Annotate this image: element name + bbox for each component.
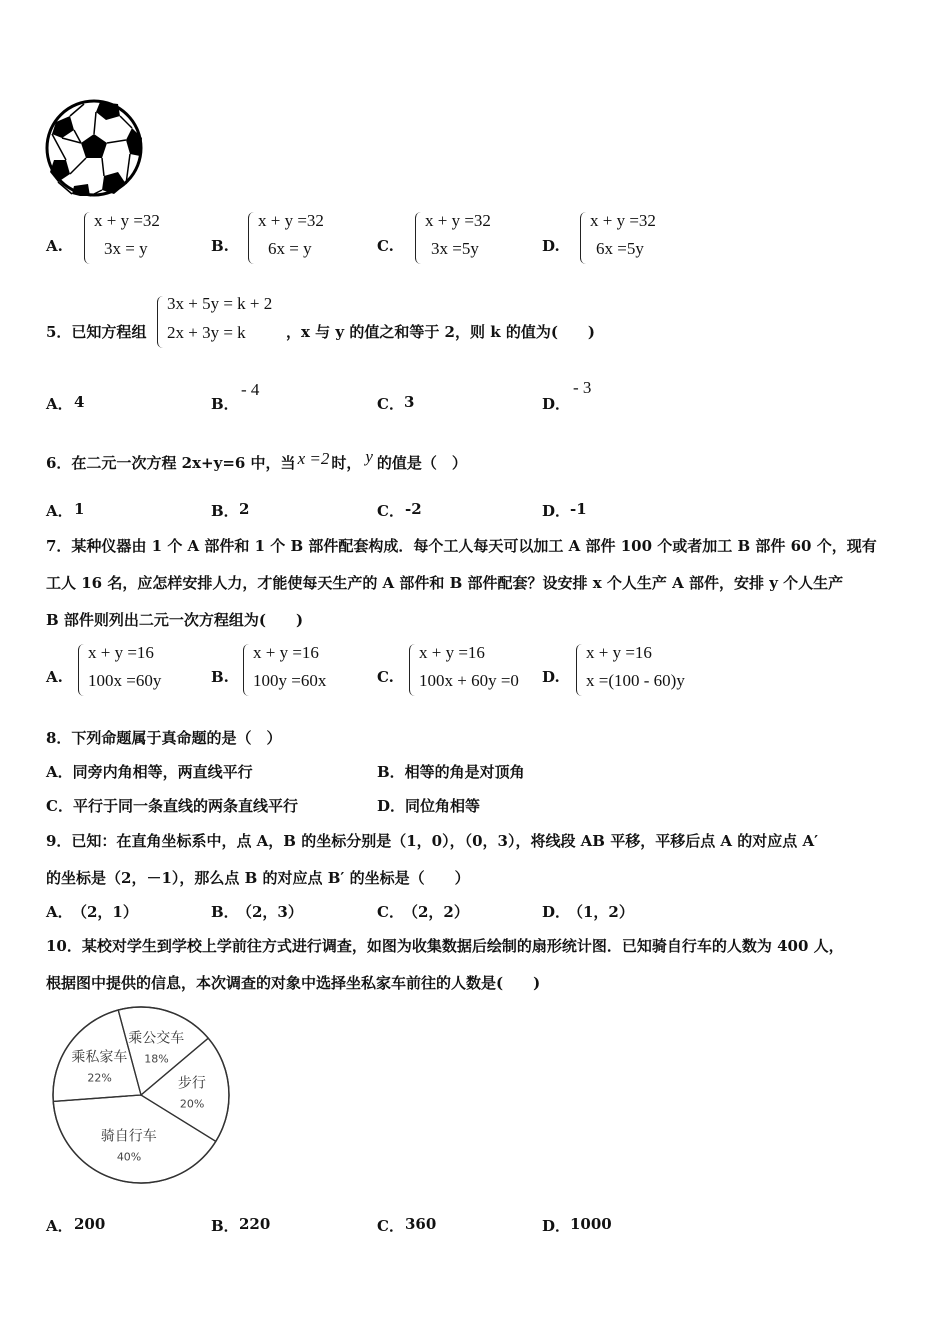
brace-icon	[243, 644, 250, 696]
q7-line3: B 部件则列出二元一次方程组为( )	[46, 611, 304, 629]
pie-slice-label: 乘私家车	[71, 1049, 128, 1066]
q8-option-c: C．平行于同一条直线的两条直线平行	[46, 797, 298, 815]
q4-d-eq1: x + y =32	[590, 211, 656, 230]
q7-option-b-label: B.	[211, 668, 229, 686]
q10-line1: 10．某校对学生到学校上学前往方式进行调查，如图为收集数据后绘制的扇形统计图．已知骑自行车的人数为 400 人，	[46, 937, 844, 955]
soccer-ball-illustration	[44, 98, 146, 198]
q8-option-d: D．同位角相等	[377, 797, 481, 815]
q7-b-eq2: 100y =60x	[253, 671, 327, 690]
q6-option-a-value: 1	[74, 500, 85, 518]
brace-icon	[409, 644, 416, 696]
q9-line2: 的坐标是（2，－1），那么点 B 的对应点 B′ 的坐标是（ ）	[46, 869, 470, 887]
q6-option-b-label: B．	[211, 502, 239, 520]
q6-math1: x =2	[297, 449, 330, 468]
q4-option-d-label: D.	[542, 237, 560, 255]
q6-option-a-label: A．	[46, 502, 73, 520]
q4-option-c-label: C.	[377, 237, 394, 255]
q9-option-c-label: C．	[377, 903, 404, 921]
brace-icon	[580, 212, 587, 264]
q10-option-b-value: 220	[239, 1215, 271, 1233]
q4-b-eq1: x + y =32	[258, 211, 324, 230]
q7-option-c-label: C.	[377, 668, 394, 686]
brace-icon	[415, 212, 422, 264]
q8-option-a: A．同旁内角相等，两直线平行	[46, 763, 253, 781]
q7-d-eq2: x =(100 - 60)y	[586, 671, 685, 690]
q6-option-c-value: -2	[405, 500, 422, 518]
q10-option-b-label: B．	[211, 1217, 239, 1235]
q10-option-c-label: C．	[377, 1217, 404, 1235]
q7-option-a-label: A.	[46, 668, 63, 686]
pie-slice-percent: 40%	[116, 1150, 142, 1164]
q6-math2: y	[365, 447, 373, 466]
q8-stem: 8．下列命题属于真命题的是（ ）	[46, 729, 282, 747]
q7-d-eq1: x + y =16	[586, 643, 652, 662]
q6-part1: 6．在二元一次方程 2x+y=6 中，当	[46, 454, 296, 472]
q6-option-b-value: 2	[239, 500, 250, 518]
q5-eq1: 3x + 5y = k + 2	[167, 294, 273, 313]
q7-option-d-label: D.	[542, 668, 560, 686]
q8-option-b: B．相等的角是对顶角	[377, 763, 525, 781]
q5-option-d-value: - 3	[573, 378, 592, 397]
q9-option-b-value: （2，3）	[237, 903, 303, 921]
q6-part2: 时，	[331, 454, 362, 472]
q7-a-eq1: x + y =16	[88, 643, 154, 662]
q6-stem	[46, 447, 467, 473]
q10-line2: 根据图中提供的信息，本次调查的对象中选择坐私家车前往的人数是( )	[46, 974, 541, 992]
pie-slice-percent: 22%	[87, 1071, 112, 1085]
q6-option-c-label: C．	[377, 502, 404, 520]
pie-slice-percent: 18%	[144, 1052, 169, 1066]
pie-slice-label: 乘公交车	[128, 1030, 185, 1047]
brace-icon	[78, 644, 85, 696]
q9-line1: 9．已知：在直角坐标系中，点 A，B 的坐标分别是（1，0），（0，3），将线段 AB 平移，平移后点 A 的对应点 A′	[46, 832, 819, 850]
q4-c-eq2: 3x =5y	[431, 239, 479, 258]
pie-slice-label: 骑自行车	[100, 1128, 157, 1145]
brace-icon	[248, 212, 255, 264]
q7-c-eq2: 100x + 60y =0	[419, 671, 519, 690]
q4-b-eq2: 6x = y	[268, 239, 312, 258]
q5-suffix: ，x 与 y 的值之和等于 2，则 k 的值为( )	[286, 323, 596, 341]
q4-d-eq2: 6x =5y	[596, 239, 644, 258]
q7-b-eq1: x + y =16	[253, 643, 319, 662]
q10-option-a-label: A．	[46, 1217, 73, 1235]
q10-option-a-value: 200	[74, 1215, 106, 1233]
q5-option-c-value: 3	[404, 393, 415, 411]
q4-a-eq1: x + y =32	[94, 211, 160, 230]
q9-option-b-label: B．	[211, 903, 239, 921]
q6-option-d-label: D．	[542, 502, 571, 520]
q5-option-a-label: A．	[46, 395, 73, 413]
q5-option-c-label: C．	[377, 395, 404, 413]
q4-option-b-label: B.	[211, 237, 229, 255]
q7-c-eq1: x + y =16	[419, 643, 485, 662]
pie-slice-label: 步行	[177, 1075, 206, 1092]
q9-option-a-label: A．	[46, 903, 73, 921]
q9-option-c-value: （2，2）	[403, 903, 469, 921]
q4-c-eq1: x + y =32	[425, 211, 491, 230]
q9-option-d-value: （1，2）	[568, 903, 634, 921]
q9-option-d-label: D．	[542, 903, 571, 921]
q5-prefix: 5．已知方程组	[46, 323, 147, 341]
q5-option-d-label: D．	[542, 395, 571, 413]
q6-part3: 的值是（ ）	[376, 454, 467, 472]
q5-option-a-value: 4	[74, 393, 85, 411]
pie-slice-percent: 20%	[179, 1097, 205, 1111]
brace-icon	[576, 644, 583, 696]
pie-chart	[48, 1004, 238, 1188]
q6-option-d-value: -1	[570, 500, 587, 518]
q5-eq2: 2x + 3y = k	[167, 323, 246, 342]
q5-option-b-value: - 4	[241, 380, 260, 399]
q7-a-eq2: 100x =60y	[88, 671, 162, 690]
q7-line2: 工人 16 名，应怎样安排人力，才能使每天生产的 A 部件和 B 部件配套？设安排 x 个人生产 A 部件，安排 y 个人生产	[46, 574, 844, 592]
q10-option-d-label: D．	[542, 1217, 571, 1235]
q4-a-eq2: 3x = y	[104, 239, 148, 258]
q5-option-b-label: B．	[211, 395, 239, 413]
brace-icon	[157, 296, 164, 348]
q7-line1: 7．某种仪器由 1 个 A 部件和 1 个 B 部件配套构成．每个工人每天可以加工 A 部件 100 个或者加工 B 部件 60 个，现有	[46, 537, 877, 555]
brace-icon	[84, 212, 91, 264]
q10-option-c-value: 360	[405, 1215, 437, 1233]
q9-option-a-value: （2，1）	[72, 903, 138, 921]
q10-option-d-value: 1000	[570, 1215, 612, 1233]
q4-option-a-label: A.	[46, 237, 63, 255]
